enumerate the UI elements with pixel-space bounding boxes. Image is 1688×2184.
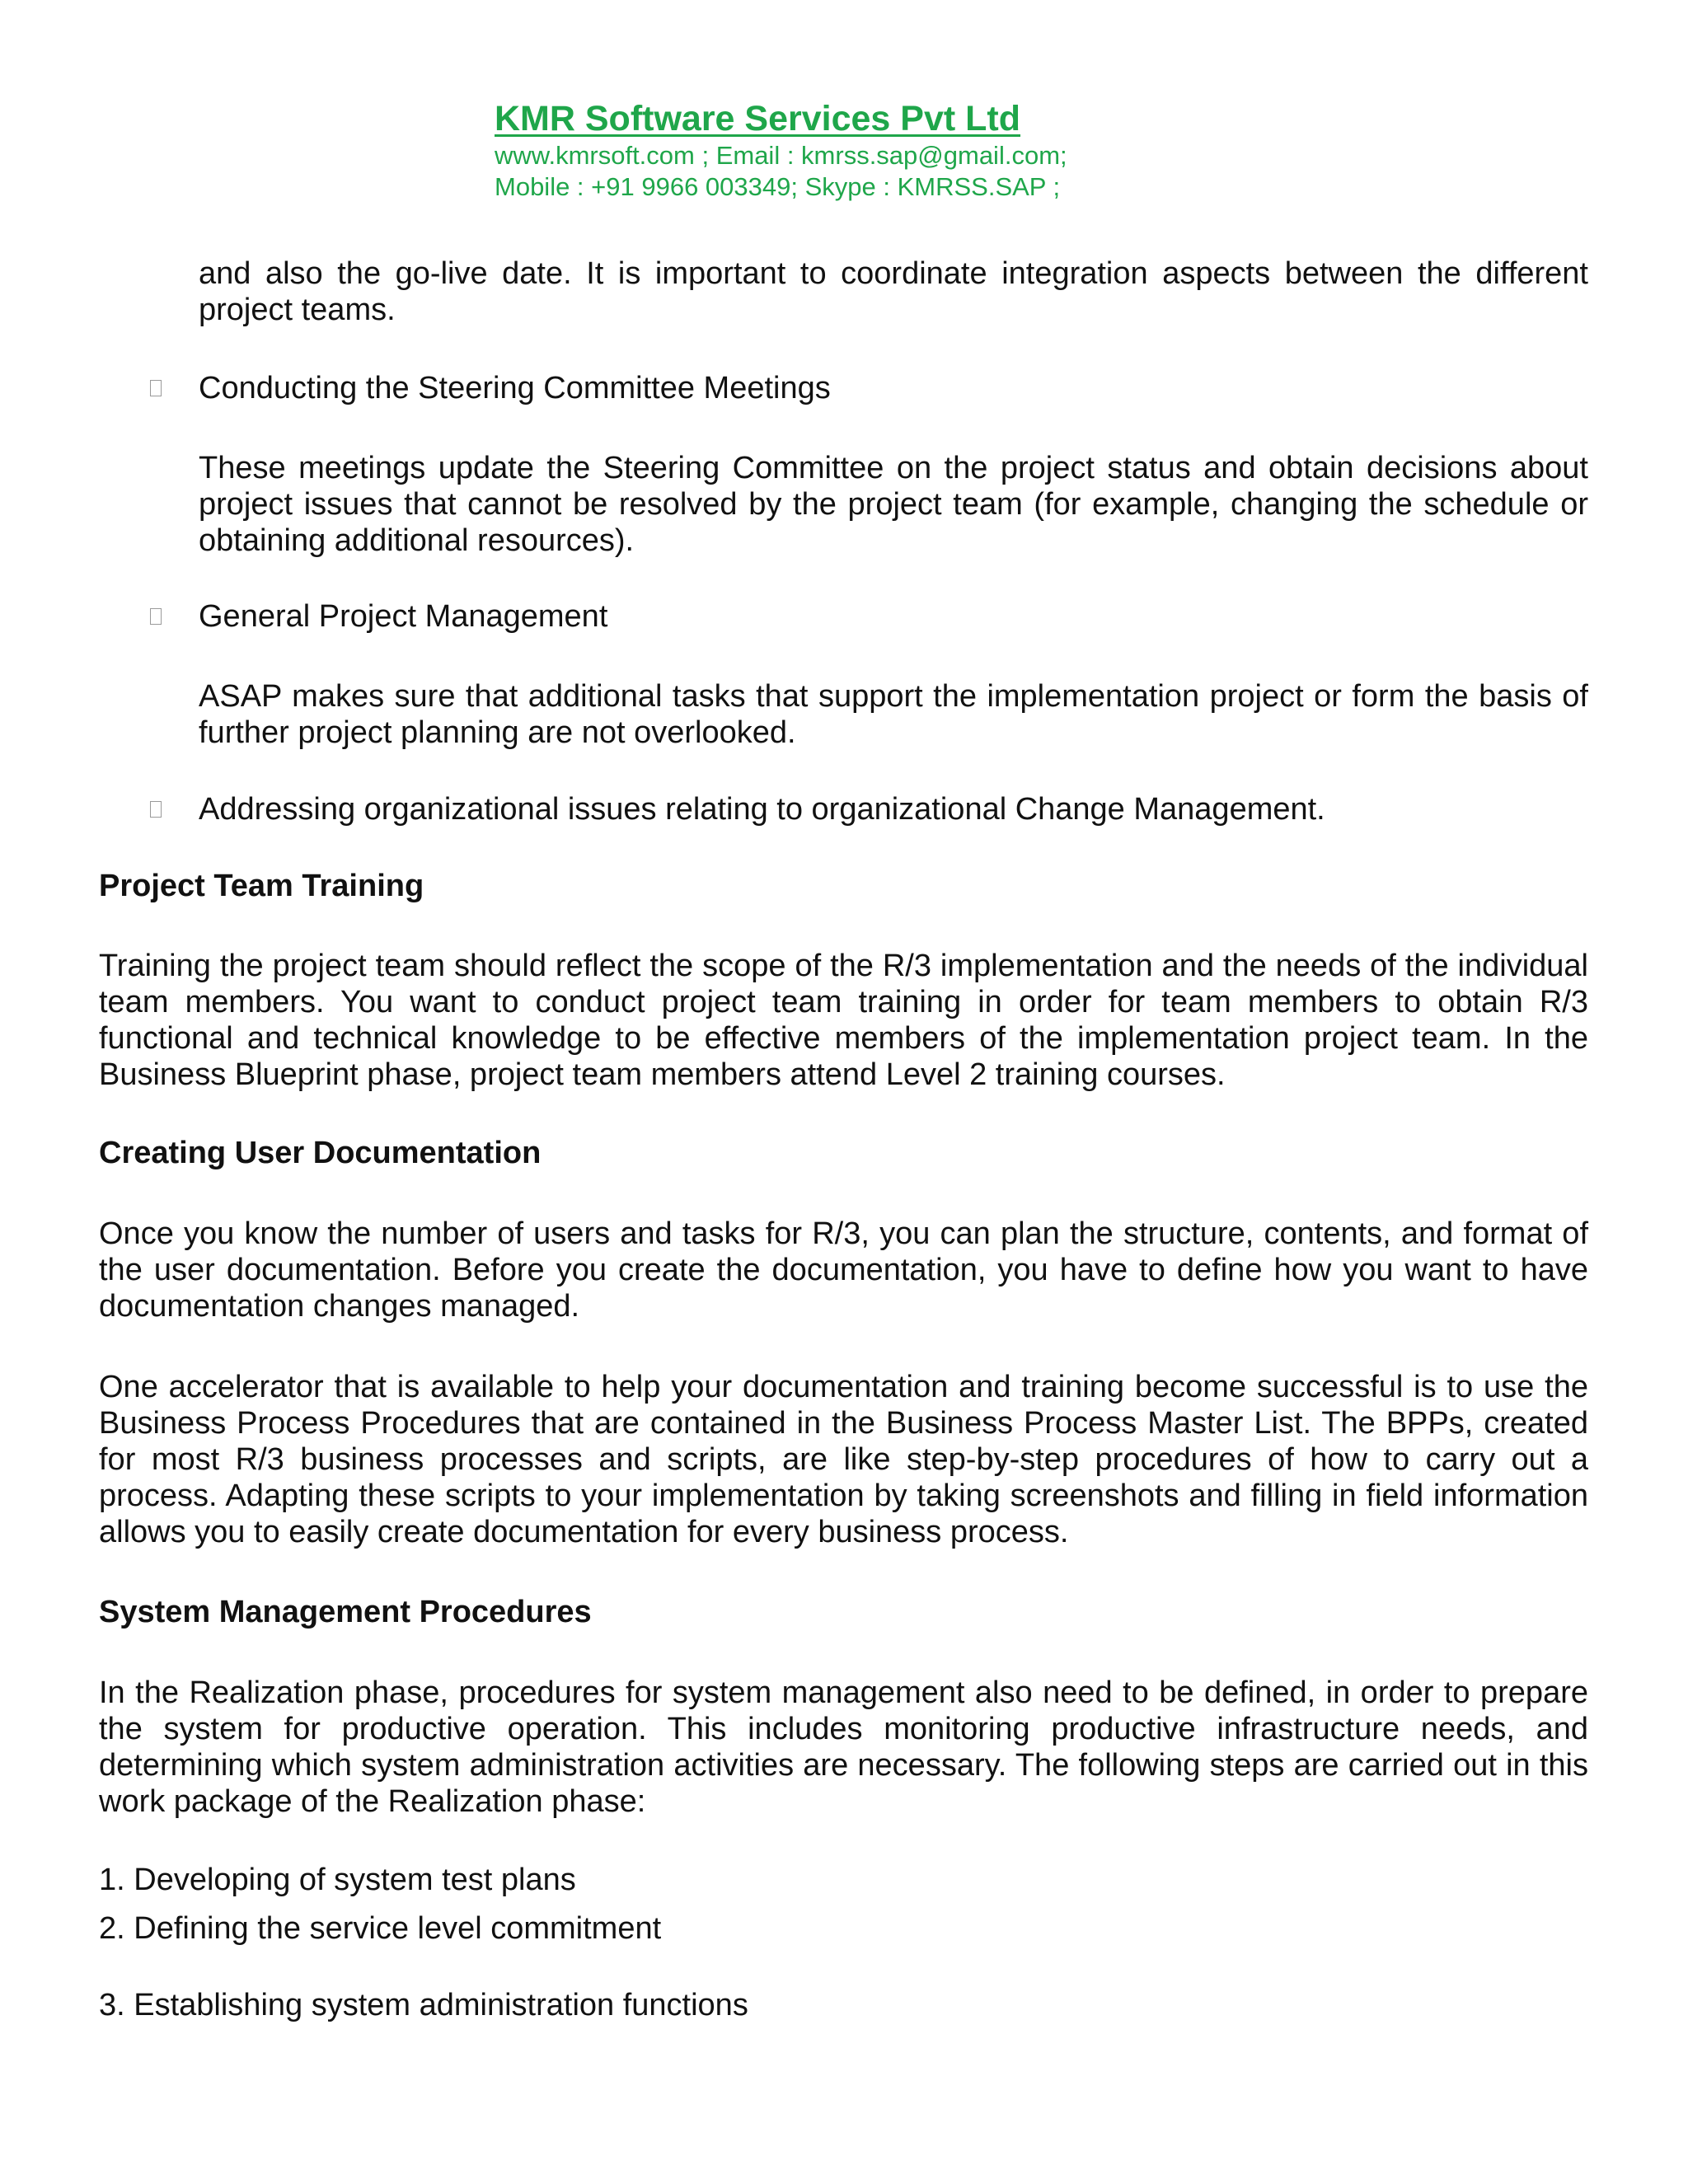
numbered-list-item: 2. Defining the service level commitment [99,1911,662,1946]
section-paragraph: Once you know the number of users and tasks for R/3, you can plan the structure, contents, and format of the user documentation. Before you create the documentation, you have to define how you want to have documentation changes managed. [99,1216,1588,1324]
bullet-title: Addressing organizational issues relating to organizational Change Management. [199,792,1325,827]
bullet-box-icon [150,801,162,818]
section-paragraph: Training the project team should reflect the scope of the R/3 implementation and the needs of the individual team members. You want to conduct project team training in order for team members to obtain R/3 functional and technical knowledge to be effective members of the implementation project team. In the Business Blueprint phase, project team members attend Level 2 training courses. [99,949,1588,1092]
continuation-paragraph: and also the go-live date. It is important to coordinate integration aspects between the different project teams. [199,256,1588,327]
section-heading: Creating User Documentation [99,1136,542,1170]
bullet-title: General Project Management [199,599,608,634]
bullet-description: ASAP makes sure that additional tasks that support the implementation project or form the basis of further project planning are not overlooked. [199,679,1588,750]
bullet-item [99,791,1588,827]
section-paragraph: One accelerator that is available to help your documentation and training become successful is to use the Business Process Procedures that are contained in the Business Process Master List. The BPPs, created for most R/3 business processes and scripts, are like step-by-step procedures of how to carry out a process. Adapting these scripts to your implementation by taking screenshots and filling in field information allows you to easily create documentation for every business process. [99,1370,1588,1549]
bullet-box-icon [150,380,162,396]
bullet-item [99,598,1588,635]
section-heading: System Management Procedures [99,1595,592,1629]
numbered-list-item: 3. Establishing system administration functions [99,1988,748,2022]
section-paragraph: In the Realization phase, procedures for system management also need to be defined, in order to prepare the system for productive operation. This includes monitoring productive infrastructure needs, and determining which system administration activities are necessary. The following steps are carried out in this work package of the Realization phase: [99,1675,1588,1819]
section-heading: Project Team Training [99,869,424,903]
contact-line-mobile-skype: Mobile : +91 9966 003349; Skype : KMRSS.SAP ; [495,172,1061,201]
company-name: KMR Software Services Pvt Ltd [495,99,1021,138]
contact-line-web-email: www.kmrsoft.com ; Email : kmrss.sap@gmail.com; [495,141,1067,170]
letterhead [495,97,1067,203]
bullet-box-icon [150,608,162,625]
bullet-item [99,370,1588,406]
bullet-title: Conducting the Steering Committee Meetings [199,371,831,405]
bullet-description: These meetings update the Steering Committee on the project status and obtain decisions about project issues that cannot be resolved by the project team (for example, changing the schedule or obtaining additional resources). [199,451,1588,558]
numbered-list-item: 1. Developing of system test plans [99,1863,576,1897]
